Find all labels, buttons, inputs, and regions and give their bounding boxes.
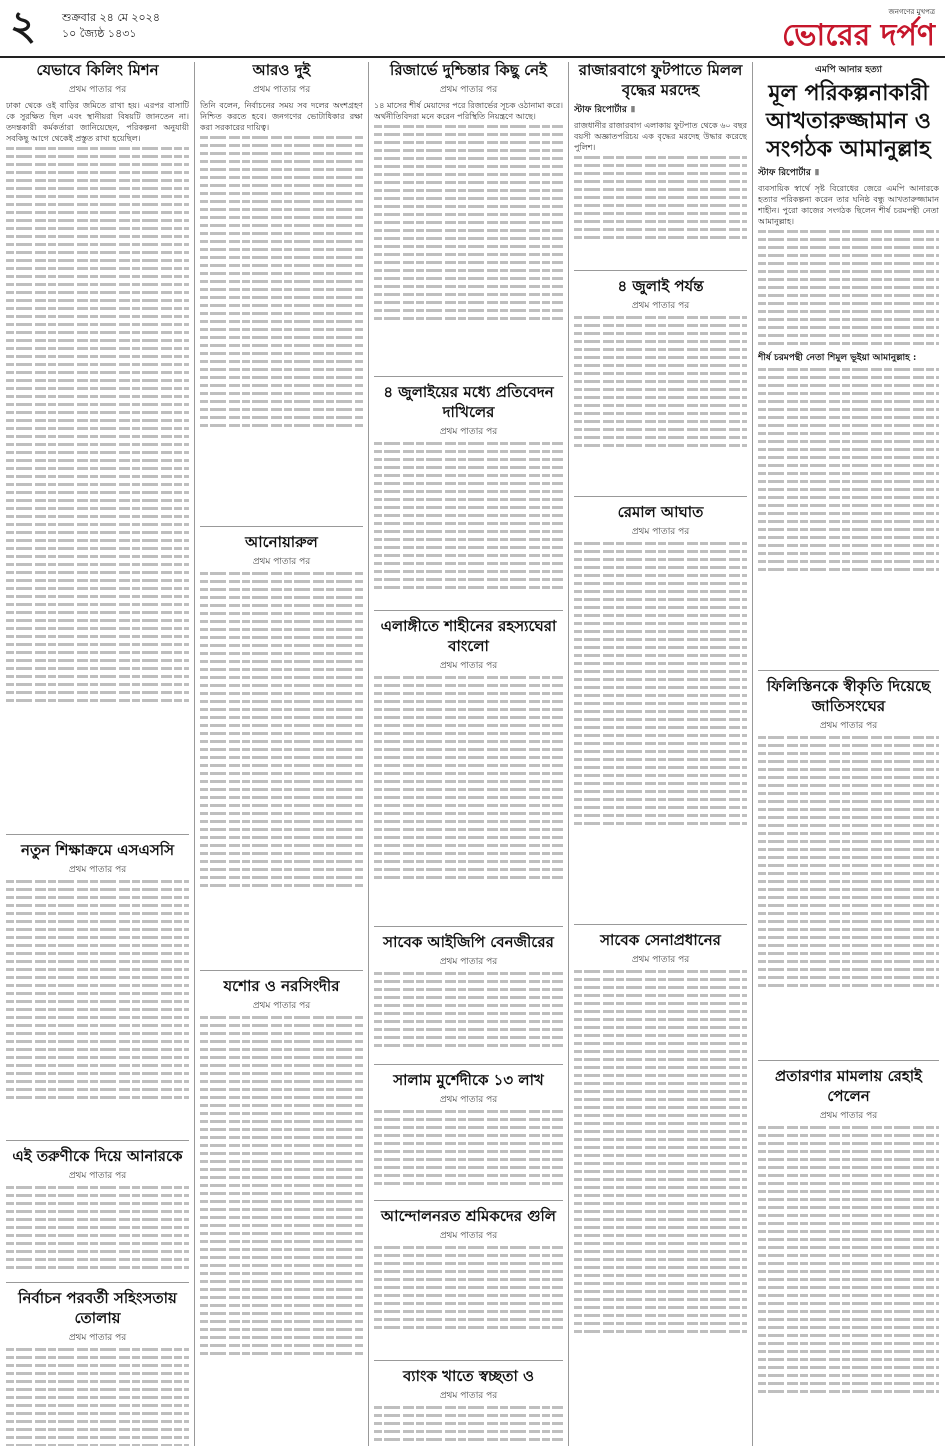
body-text-lines bbox=[200, 1016, 363, 1355]
body-text-lines bbox=[758, 368, 939, 571]
continuation-label: প্রথম পাতার পর bbox=[819, 721, 878, 731]
article-jessore-narsingdi bbox=[200, 976, 363, 1446]
article-two-more bbox=[200, 60, 363, 522]
headline: নতুন শিক্ষাক্রমে এসএসসি bbox=[20, 841, 174, 859]
continuation-label: প্রথম পাতার পর bbox=[68, 1171, 127, 1181]
body-text-lines bbox=[374, 1406, 563, 1441]
article-elangi-bungalow bbox=[374, 616, 563, 922]
article-body: ব্যবসায়িক স্বার্থে সৃষ্ট বিরোধের জেরে এমপি আনারকে হত্যার পরিকল্পনা করেন তার ঘনিষ্ঠ বন্ধু আখতারুজ্জামান শাহীন। পুরো কাজের সংগঠক ছিলেন শীর্ষ চরমপন্থী নেতা আমানুল্লাহ। bbox=[758, 184, 939, 226]
continuation-label: প্রথম পাতার পর bbox=[631, 955, 690, 965]
continuation-label: প্রথম পাতার পর bbox=[439, 957, 498, 967]
headline: এলাঙ্গীতে শাহীনের রহস্যঘেরা বাংলো bbox=[380, 617, 557, 655]
body-text-lines bbox=[6, 147, 189, 702]
headline: আনোয়ারুল bbox=[245, 533, 318, 551]
date-gregorian: শুক্রবার ২৪ মে ২০২৪ bbox=[62, 11, 160, 24]
masthead-tagline: জনগণের মুখপত্র bbox=[888, 8, 935, 16]
body-text-lines bbox=[374, 125, 563, 320]
article-bank-transparency bbox=[374, 1366, 563, 1446]
headline: সালাম মুর্শেদীকে ১৩ লাখ bbox=[393, 1071, 544, 1089]
continuation-label: প্রথম পাতার পর bbox=[439, 85, 498, 95]
body-text-lines bbox=[374, 972, 563, 1047]
continuation-label: প্রথম পাতার পর bbox=[439, 1095, 498, 1105]
headline: রেমাল আঘাত bbox=[617, 503, 704, 521]
masthead bbox=[782, 6, 935, 53]
headline: আন্দোলনরত শ্রমিকদের গুলি bbox=[381, 1207, 556, 1225]
masthead-logo: ভোরের দর্পণ bbox=[782, 18, 935, 53]
article-body: ১৪ মাসের শীর্ষ মেয়াদের পরে রিজার্ভের সূচক ওঠানামা করে। অর্থনীতিবিদরা মনে করেন পরিস্থিতি নিয়ন্ত্রণে আছে। bbox=[374, 101, 563, 121]
article-former-igp bbox=[374, 932, 563, 1060]
body-text-lines bbox=[758, 230, 939, 345]
article-until-4-july bbox=[574, 276, 747, 492]
body-text-lines bbox=[6, 1348, 189, 1446]
continuation-label: প্রথম পাতার পর bbox=[68, 1333, 127, 1343]
continuation-label: প্রথম পাতার পর bbox=[631, 527, 690, 537]
article-ssc-new-curriculum bbox=[6, 840, 189, 1136]
article-palestine-recognition bbox=[758, 676, 939, 1056]
body-text-lines bbox=[574, 542, 747, 825]
headline: মূল পরিকল্পনাকারী আখতারুজ্জামান ও সংগঠক আমানুল্লাহ bbox=[766, 80, 931, 162]
continuation-label: প্রথম পাতার পর bbox=[439, 1391, 498, 1401]
body-text-lines bbox=[374, 1110, 563, 1185]
body-text-lines bbox=[374, 676, 563, 879]
body-text-lines bbox=[6, 1186, 189, 1269]
article-body: ঢাকা থেকে ওই বাড়ির জমিতে রাখা হয়। এরপর বাসাটি কে সুরক্ষিত ছিল এবং স্থানীয়রা বিষয়টি জানতেন না। তদন্তকারী কর্মকর্তারা জানিয়েছেন, পরিকল্পনা অনুযায়ী সবকিছু আগে থেকেই প্রস্তুত রাখা হয়েছিল। bbox=[6, 101, 189, 143]
body-text-lines bbox=[200, 136, 363, 427]
article-fraud-case-relief bbox=[758, 1066, 939, 1446]
continuation-label: প্রথম পাতার পর bbox=[439, 661, 498, 671]
article-mp-anar-murder bbox=[758, 60, 939, 666]
article-post-election-violence bbox=[6, 1288, 189, 1446]
continuation-label: প্রথম পাতার পর bbox=[439, 1231, 498, 1241]
body-text-lines bbox=[200, 572, 363, 887]
continuation-label: প্রথম পাতার পর bbox=[819, 1111, 878, 1121]
article-body: তিনি বলেন, নির্বাচনের সময় সব দলের অংশগ্রহণ নিশ্চিত করতে হবে। জনগণের ভোটাধিকার রক্ষা করা সরকারের দায়িত্ব। bbox=[200, 101, 363, 132]
continuation-label: প্রথম পাতার পর bbox=[252, 557, 311, 567]
body-text-lines bbox=[574, 156, 747, 239]
headline: ব্যাংক খাতে স্বচ্ছতা ও bbox=[402, 1367, 535, 1385]
body-text-lines bbox=[574, 316, 747, 447]
headline: ৪ জুলাই পর্যন্ত bbox=[617, 277, 704, 295]
article-workers-shot bbox=[374, 1206, 563, 1356]
article-salam-murshedi bbox=[374, 1070, 563, 1196]
article-former-army-chief bbox=[574, 930, 747, 1446]
body-text-lines bbox=[574, 970, 747, 1333]
headline: রাজারবাগে ফুটপাতে মিলল বৃদ্ধের মরদেহ bbox=[578, 61, 743, 99]
headline: এই তরুণীকে দিয়ে আনারকে bbox=[12, 1147, 183, 1165]
body-text-lines bbox=[374, 442, 563, 589]
headline: আরও দুই bbox=[252, 61, 311, 79]
article-report-by-july bbox=[374, 382, 563, 606]
headline: যেভাবে কিলিং মিশন bbox=[36, 61, 159, 79]
byline: স্টাফ রিপোর্টার ॥ bbox=[574, 105, 636, 115]
date-bangla: ১০ জ্যৈষ্ঠ ১৪৩১ bbox=[62, 27, 137, 40]
headline: রিজার্ভে দুশ্চিন্তার কিছু নেই bbox=[390, 61, 547, 79]
headline: নির্বাচন পরবর্তী সহিংসতায় তোলায় bbox=[18, 1289, 177, 1327]
body-text-lines bbox=[374, 1246, 563, 1329]
article-young-woman bbox=[6, 1146, 189, 1278]
continuation-label: প্রথম পাতার পর bbox=[252, 1001, 311, 1011]
article-rajarbagh-body bbox=[574, 60, 747, 266]
headline: ফিলিস্তিনকে স্বীকৃতি দিয়েছে জাতিসংঘের bbox=[766, 677, 931, 715]
page-header bbox=[0, 0, 945, 58]
continuation-label: প্রথম পাতার পর bbox=[252, 85, 311, 95]
headline: সাবেক আইজিপি বেনজীরের bbox=[383, 933, 554, 951]
body-text-lines bbox=[6, 880, 189, 1099]
article-reserve bbox=[374, 60, 563, 372]
subhead: শীর্ষ চরমপন্থী নেতা শিমুল ভূইয়া আমানুল্লাহ : bbox=[758, 353, 917, 363]
continuation-label: প্রথম পাতার পর bbox=[68, 865, 127, 875]
continuation-label: প্রথম পাতার পর bbox=[631, 301, 690, 311]
headline: ৪ জুলাইয়ের মধ্যে প্রতিবেদন দাখিলের bbox=[383, 383, 554, 421]
kicker: এমপি আনার হত্যা bbox=[815, 65, 882, 75]
body-text-lines bbox=[758, 1126, 939, 1393]
body-text-lines bbox=[758, 736, 939, 987]
headline: যশোর ও নরসিংদীর bbox=[223, 977, 340, 995]
page-number: ২ bbox=[10, 2, 37, 49]
article-anwarul bbox=[200, 532, 363, 966]
continuation-label: প্রথম পাতার পর bbox=[439, 427, 498, 437]
headline: প্রতারণার মামলায় রেহাই পেলেন bbox=[775, 1067, 922, 1105]
headline: সাবেক সেনাপ্রধানের bbox=[600, 931, 721, 949]
continuation-label: প্রথম পাতার পর bbox=[68, 85, 127, 95]
article-body: রাজধানীর রাজারবাগ এলাকায় ফুটপাত থেকে ৬০ বছর বয়সী অজ্ঞাতপরিচয় এক বৃদ্ধের মরদেহ উদ্ধার করেছে পুলিশ। bbox=[574, 121, 747, 152]
article-killing-mission bbox=[6, 60, 189, 830]
issue-date bbox=[62, 10, 160, 42]
byline: স্টাফ রিপোর্টার ॥ bbox=[758, 168, 820, 178]
article-remal-hit bbox=[574, 502, 747, 920]
